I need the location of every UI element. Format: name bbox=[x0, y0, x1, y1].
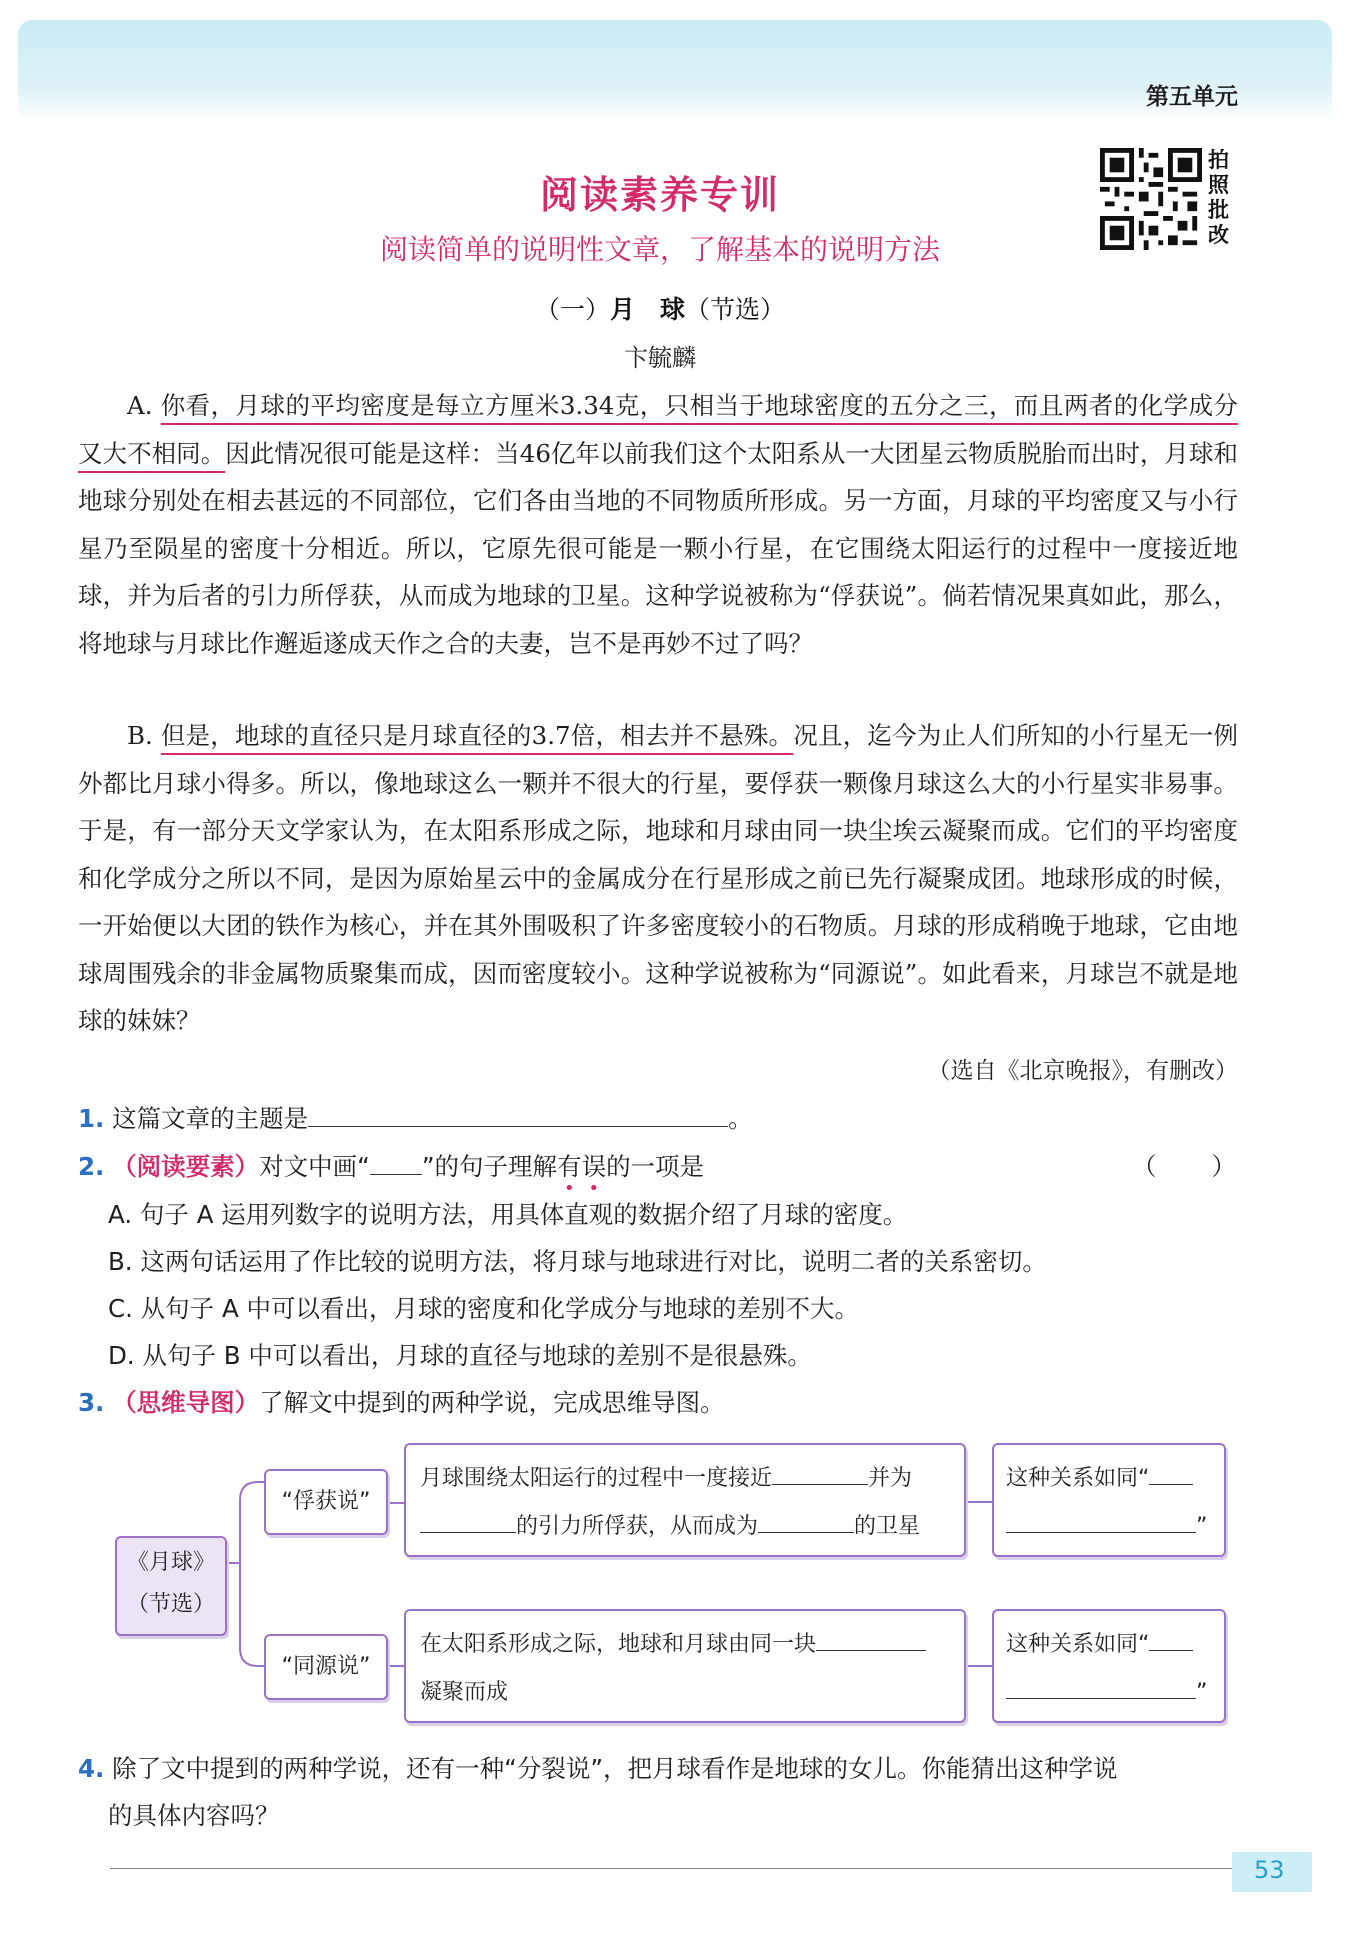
question-2-option-c[interactable]: C. 从句子 A 中可以看出，月球的密度和化学成分与地球的差别不大。 bbox=[108, 1294, 860, 1323]
page-number: 53 bbox=[1254, 1856, 1285, 1884]
paragraph-b-underlined-sentence: 但是，地球的直径只是月球直径的3.7倍，相去并不悬殊。 bbox=[160, 721, 794, 750]
mindmap-capture-detail bbox=[404, 1443, 966, 1557]
question-4-text-line2: 的具体内容吗？ bbox=[108, 1801, 280, 1830]
page-title: 阅读素养专训 bbox=[539, 173, 780, 217]
capture-relation-close: ” bbox=[1196, 1514, 1208, 1539]
question-2-option-a[interactable]: A. 句子 A 运用列数字的说明方法，用具体直观的数据介绍了月球的密度。 bbox=[108, 1200, 908, 1229]
question-2-text-after: ”的句子理解 bbox=[421, 1152, 558, 1181]
article-author: 卞毓麟 bbox=[624, 344, 696, 372]
mindmap-same-origin-relation bbox=[992, 1609, 1226, 1723]
question-3-tag: （思维导图） bbox=[112, 1388, 260, 1417]
same-origin-relation-text: 这种关系如同“ bbox=[1006, 1632, 1150, 1657]
mindmap-branch-capture: “俘获说” bbox=[264, 1469, 388, 1535]
capture-relation-blank-1[interactable] bbox=[1149, 1462, 1193, 1485]
question-4-text-line1: 除了文中提到的两种学说，还有一种“分裂说”，把月球看作是地球的女儿。你能猜出这种学说 bbox=[112, 1754, 1118, 1783]
same-origin-detail-text-b: 凝聚而成 bbox=[420, 1680, 509, 1705]
same-origin-relation-blank-2[interactable] bbox=[1006, 1676, 1196, 1699]
capture-blank-3[interactable] bbox=[758, 1510, 854, 1533]
paragraph-b-label: B. bbox=[127, 721, 153, 750]
question-2-text-end: 的一项是 bbox=[606, 1152, 705, 1181]
mindmap-same-origin-detail bbox=[404, 1609, 966, 1723]
unit-label: 第五单元 bbox=[1146, 84, 1238, 110]
mindmap-branch-same-origin: “同源说” bbox=[264, 1634, 388, 1700]
article-source: （选自《北京晚报》，有删改） bbox=[927, 1058, 1238, 1084]
paragraph-a-underlined-sentence: 你看，月球的平均密度是每立方厘米3.34克，只相当于地球密度的五分之三，而且两者的化学成分又大不相同。 bbox=[78, 391, 1238, 468]
same-origin-blank-1[interactable] bbox=[816, 1628, 926, 1651]
mindmap-root-note: （节选） bbox=[126, 1592, 215, 1617]
paragraph-b-text: 况且，迄今为止人们所知的小行星无一例外都比月球小得多。所以，像地球这么一颗并不很大的行星，要俘获一颗像月球这么大的小行星实非易事。于是，有一部分天文学家认为，在太阳系形成之际，地球和月球由同一块尘埃云凝聚而成。它们的平均密度和化学成分之所以不同，是因为原始星云中的金属成分在行星形成之前已先行凝聚成团。地球形成的时候，一开始便以大团的铁作为核心，并在其外围吸积了许多密度较小的石物质。月球的形成稍晚于地球，它由地球周围残余的非金属物质聚集而成，因而密度较小。这种学说被称为“同源说”。如此看来，月球岂不就是地球的妹妹？ bbox=[78, 721, 1238, 1035]
question-2-number: 2. bbox=[78, 1152, 105, 1181]
capture-relation-text: 这种关系如同“ bbox=[1006, 1466, 1150, 1491]
question-1-number: 1. bbox=[78, 1104, 105, 1133]
mindmap-root-title: 《月球》 bbox=[126, 1550, 215, 1575]
paragraph-a-text: 因此情况很可能是这样：当46亿年以前我们这个太阳系从一大团星云物质脱胎而出时，月球和地球分别处在相去甚远的不同部位，它们各由当地的不同物质所形成。另一方面，月球的平均密度又与小行星乃至陨星的密度十分相近。所以，它原先很可能是一颗小行星，在它围绕太阳运行的过程中一度接近地球，并为后者的引力所俘获，从而成为地球的卫星。这种学说被称为“俘获说”。倘若情况果真如此，那么，将地球与月球比作邂逅遂成天作之合的夫妻，岂不是再妙不过了吗？ bbox=[78, 438, 1239, 658]
mindmap-root bbox=[115, 1536, 227, 1636]
question-4-number: 4. bbox=[78, 1754, 105, 1783]
page-subtitle: 阅读简单的说明性文章，了解基本的说明方法 bbox=[379, 233, 940, 266]
emphasis-char-2: 误 bbox=[581, 1152, 607, 1181]
question-2-option-d[interactable]: D. 从句子 B 中可以看出，月球的直径与地球的差别不是很悬殊。 bbox=[108, 1341, 812, 1370]
same-origin-relation-blank-1[interactable] bbox=[1149, 1628, 1193, 1651]
question-1-text: 这篇文章的主题是 bbox=[112, 1104, 309, 1133]
capture-detail-text-c: 的引力所俘获，从而成为 bbox=[516, 1514, 759, 1539]
same-origin-detail-text-a: 在太阳系形成之际，地球和月球由同一块 bbox=[420, 1632, 817, 1657]
question-2-answer-paren[interactable]: （ ） bbox=[1132, 1152, 1238, 1181]
question-2-tag: （阅读要素） bbox=[112, 1152, 260, 1181]
question-1-end: 。 bbox=[728, 1104, 753, 1133]
question-3-text: 了解文中提到的两种学说，完成思维导图。 bbox=[259, 1388, 725, 1417]
article-excerpt-note: （节选） bbox=[685, 295, 786, 324]
mindmap-capture-relation bbox=[992, 1443, 1226, 1557]
article-number: （一） bbox=[534, 295, 610, 324]
capture-blank-2[interactable] bbox=[420, 1510, 516, 1533]
paragraph-a-label: A. bbox=[127, 391, 153, 420]
capture-detail-text-d: 的卫星 bbox=[854, 1514, 921, 1539]
question-4 bbox=[78, 1745, 1248, 1839]
question-2-option-b[interactable]: B. 这两句话运用了作比较的说明方法，将月球与地球进行对比，说明二者的关系密切。 bbox=[108, 1247, 1047, 1276]
capture-blank-1[interactable] bbox=[772, 1462, 868, 1485]
question-2-text-before: 对文中画“ bbox=[259, 1152, 370, 1181]
footer-divider bbox=[110, 1868, 1242, 1869]
question-3-number: 3. bbox=[78, 1388, 105, 1417]
article-name: 月 球 bbox=[609, 295, 685, 324]
capture-detail-text-b: 并为 bbox=[868, 1466, 913, 1491]
emphasis-char-1: 有 bbox=[557, 1152, 582, 1181]
capture-detail-text-a: 月球围绕太阳运行的过程中一度接近 bbox=[420, 1466, 773, 1491]
qr-caption: 拍照批改 bbox=[1208, 148, 1229, 247]
same-origin-relation-close: ” bbox=[1196, 1680, 1208, 1705]
capture-relation-blank-2[interactable] bbox=[1006, 1510, 1196, 1533]
